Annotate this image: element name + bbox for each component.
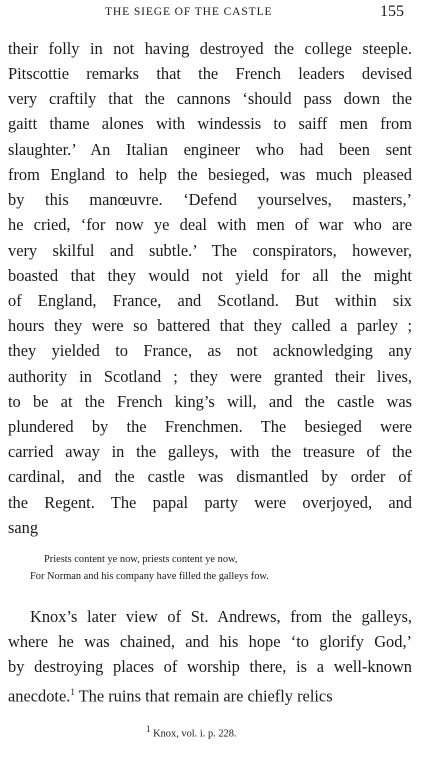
page-number: 155 [380,3,404,20]
text-line: to be at the French king’s will, and the castle was [8,392,412,411]
footnote [146,724,237,739]
text-line: carried away in the galleys, with the treasure of the [8,442,412,461]
text-line: boasted that they would not yield for all the might [8,266,412,285]
text-line: of England, France, and Scotland. But within six [8,291,412,310]
text-line: cardinal, and the castle was dismantled by order of [8,467,412,486]
text-line: from England to help the besieged, was much pleased [8,165,412,184]
running-head: THE SIEGE OF THE CASTLE [105,6,273,18]
text-line: by this manœuvre. ‘Defend yourselves, masters,’ [8,190,412,209]
text-line: he cried, ‘for now ye deal with men of war who are [8,215,412,234]
footnote-reference: 1 [70,687,75,697]
text-line: gaitt thame alones with windessis to saiff men from [8,114,412,133]
text-line: very craftily that the cannons ‘should pass down the [8,89,412,108]
text-line: by destroying places of worship there, is a well-known [8,657,412,676]
verse-line: Priests content ye now, priests content ye now, [44,554,238,565]
text-line: slaughter.’ An Italian engineer who had been sent [8,140,412,159]
text-line: very skilful and subtle.’ The conspirators, however, [8,241,412,260]
text-line: where he was chained, and his hope ‘to glorify God,’ [8,632,412,651]
page-header [0,3,422,26]
text-line: Knox’s later view of St. Andrews, from the galleys, [30,607,412,626]
text-line: their folly in not having destroyed the college steeple. [8,39,412,58]
text-line: they yielded to France, as not acknowledging any [8,341,412,360]
anecdote-word: anecdote. [8,686,71,706]
verse-line: For Norman and his company have filled the galleys fow. [30,571,269,582]
footnote-text: Knox, vol. i. p. 228. [153,728,237,740]
text-line: sang [8,518,39,537]
footnote-marker: 1 [146,724,151,734]
text-line: plundered by the Frenchmen. The besieged were [8,417,412,436]
text-line: the Regent. The papal party were overjoyed, and [8,493,412,512]
text-line: Pitscottie remarks that the French leaders devised [8,64,412,83]
line-continuation: The ruins that remain are chiefly relics [74,686,333,706]
text-line [8,681,412,707]
text-line: authority in Scotland ; they were granted their lives, [8,367,412,386]
text-line: hours they were so battered that they called a parley ; [8,316,412,335]
